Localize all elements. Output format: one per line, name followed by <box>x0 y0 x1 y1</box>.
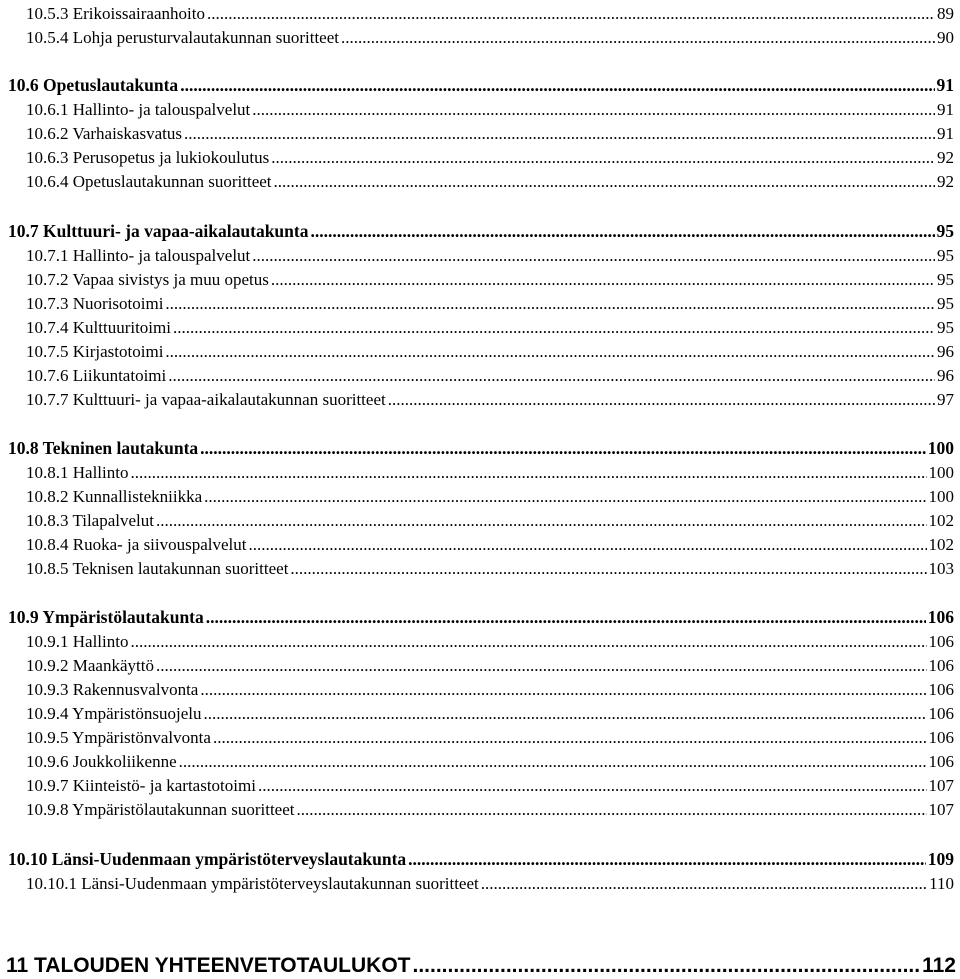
toc-dot-leader <box>130 632 926 652</box>
toc-entry[interactable] <box>0 748 960 772</box>
toc-page-number: 95 <box>936 221 954 241</box>
toc-entry[interactable] <box>0 338 960 362</box>
toc-entry-title: 10.6.1 Hallinto- ja talouspalvelut <box>26 100 251 119</box>
toc-page-number: 103 <box>928 559 954 578</box>
toc-section-heading[interactable] <box>0 604 960 628</box>
toc-page-number: 100 <box>927 438 954 458</box>
toc-page-number: 107 <box>928 800 954 819</box>
toc-entry-title: 10.7 Kulttuuri- ja vapaa-aikalautakunta <box>8 221 309 241</box>
toc-entry-title: 10.7.6 Liikuntatoimi <box>26 366 167 385</box>
toc-entry-title: 10.10 Länsi-Uudenmaan ympäristöterveyslautakunta <box>8 849 407 869</box>
toc-page-number: 95 <box>937 246 954 265</box>
toc-entry-title: 10.7.2 Vapaa sivistys ja muu opetus <box>26 270 269 289</box>
toc-page-number: 106 <box>928 632 954 651</box>
toc-page-number: 102 <box>928 511 954 530</box>
toc-entry[interactable] <box>0 242 960 266</box>
toc-page-number: 96 <box>937 342 954 361</box>
toc-entry[interactable] <box>0 483 960 507</box>
toc-page-number: 107 <box>928 776 954 795</box>
toc-entry-title: 10.5.3 Erikoissairaanhoito <box>26 4 205 23</box>
toc-entry-title: 10.7.1 Hallinto- ja talouspalvelut <box>26 246 251 265</box>
toc-entry[interactable] <box>0 144 960 168</box>
toc-dot-leader <box>481 874 927 894</box>
toc-chapter-heading[interactable] <box>0 950 960 978</box>
toc-entry-title: 10.7.4 Kulttuuritoimi <box>26 318 171 337</box>
toc-entry-title: 10.7.5 Kirjastotoimi <box>26 342 164 361</box>
toc-entry[interactable] <box>0 362 960 386</box>
toc-dot-leader <box>413 954 921 978</box>
toc-entry-title: 10.6 Opetuslautakunta <box>8 75 179 95</box>
toc-entry[interactable] <box>0 676 960 700</box>
toc-dot-leader <box>252 100 935 120</box>
toc-dot-leader <box>165 342 935 362</box>
toc-dot-leader <box>130 463 926 483</box>
toc-entry-title: 10.9.8 Ympäristölautakunnan suoritteet <box>26 800 295 819</box>
toc-page-number: 106 <box>928 680 954 699</box>
toc-dot-leader <box>184 124 935 144</box>
toc-dot-leader <box>206 607 926 628</box>
toc-entry-title: 10.9.4 Ympäristönsuojelu <box>26 704 202 723</box>
toc-entry-title: 10.5.4 Lohja perusturvalautakunnan suoritteet <box>26 28 339 47</box>
toc-page-number: 110 <box>929 874 954 893</box>
toc-entry-title: 10.9.3 Rakennusvalvonta <box>26 680 199 699</box>
toc-entry-title: 10.9.5 Ympäristönvalvonta <box>26 728 211 747</box>
toc-dot-leader <box>296 800 926 820</box>
toc-entry[interactable] <box>0 796 960 820</box>
toc-dot-leader <box>310 221 934 242</box>
toc-entry[interactable] <box>0 459 960 483</box>
toc-entry[interactable] <box>0 870 960 894</box>
toc-entry[interactable] <box>0 772 960 796</box>
toc-dot-leader <box>252 246 935 266</box>
toc-page-number: 96 <box>937 366 954 385</box>
toc-entry[interactable] <box>0 290 960 314</box>
toc-dot-leader <box>271 270 935 290</box>
toc-entry[interactable] <box>0 314 960 338</box>
toc-dot-leader <box>165 294 935 314</box>
toc-page-number: 91 <box>936 75 954 95</box>
toc-entry-title: 10.7.7 Kulttuuri- ja vapaa-aikalautakunnan suoritteet <box>26 390 386 409</box>
toc-dot-leader <box>179 752 927 772</box>
toc-entry-title: 10.9.1 Hallinto <box>26 632 129 651</box>
toc-page-number: 106 <box>928 752 954 771</box>
toc-entry-title: 10.9.7 Kiinteistö- ja kartastotoimi <box>26 776 256 795</box>
toc-entry-title: 10.9.2 Maankäyttö <box>26 656 154 675</box>
toc-entry[interactable] <box>0 0 960 24</box>
toc-page-number: 95 <box>937 270 954 289</box>
toc-entry[interactable] <box>0 24 960 48</box>
toc-entry[interactable] <box>0 652 960 676</box>
toc-entry-title: 10.8 Tekninen lautakunta <box>8 438 199 458</box>
toc-entry[interactable] <box>0 266 960 290</box>
toc-page-number: 112 <box>922 954 956 977</box>
toc-dot-leader <box>290 559 926 579</box>
toc-dot-leader <box>408 849 926 870</box>
toc-section-heading[interactable] <box>0 435 960 459</box>
toc-dot-leader <box>173 318 935 338</box>
toc-dot-leader <box>249 535 927 555</box>
toc-page-number: 100 <box>928 463 954 482</box>
toc-entry-title: 10.10.1 Länsi-Uudenmaan ympäristöterveyslautakunnan suoritteet <box>26 874 479 893</box>
toc-page-number: 91 <box>937 124 954 143</box>
toc-entry-title: 11 TALOUDEN YHTEENVETOTAULUKOT <box>6 954 411 977</box>
toc-page-number: 89 <box>937 4 954 23</box>
toc-entry[interactable] <box>0 700 960 724</box>
toc-page-number: 95 <box>937 294 954 313</box>
toc-page-number: 109 <box>927 849 954 869</box>
toc-dot-leader <box>388 390 935 410</box>
toc-entry-title: 10.8.3 Tilapalvelut <box>26 511 154 530</box>
toc-page-number: 106 <box>928 656 954 675</box>
toc-entry[interactable] <box>0 386 960 410</box>
toc-page-number: 97 <box>937 390 954 409</box>
toc-section-heading[interactable] <box>0 72 960 96</box>
toc-dot-leader <box>258 776 927 796</box>
toc-entry[interactable] <box>0 531 960 555</box>
toc-dot-leader <box>213 728 927 748</box>
toc-dot-leader <box>204 487 926 507</box>
toc-entry[interactable] <box>0 168 960 192</box>
toc-dot-leader <box>156 656 927 676</box>
toc-entry[interactable] <box>0 507 960 531</box>
toc-section-heading[interactable] <box>0 218 960 242</box>
toc-page-number: 92 <box>937 172 954 191</box>
toc-entry-title: 10.6.2 Varhaiskasvatus <box>26 124 182 143</box>
toc-page-number: 95 <box>937 318 954 337</box>
toc-dot-leader <box>200 438 926 459</box>
toc-page-number: 102 <box>928 535 954 554</box>
toc-entry[interactable] <box>0 555 960 579</box>
toc-page-number: 106 <box>928 704 954 723</box>
toc-entry-title: 10.8.5 Teknisen lautakunnan suoritteet <box>26 559 289 578</box>
toc-page-number: 90 <box>937 28 954 47</box>
toc-entry-title: 10.8.1 Hallinto <box>26 463 129 482</box>
toc-dot-leader <box>180 75 934 96</box>
toc-page-number: 91 <box>937 100 954 119</box>
toc-dot-leader <box>271 148 935 168</box>
toc-entry[interactable] <box>0 724 960 748</box>
toc-dot-leader <box>274 172 935 192</box>
toc-page-number: 106 <box>928 728 954 747</box>
toc-entry-title: 10.9 Ympäristölautakunta <box>8 607 204 627</box>
toc-entry-title: 10.6.4 Opetuslautakunnan suoritteet <box>26 172 272 191</box>
toc-entry[interactable] <box>0 120 960 144</box>
toc-dot-leader <box>200 680 926 700</box>
toc-dot-leader <box>204 704 927 724</box>
toc-page-number: 100 <box>928 487 954 506</box>
toc-entry[interactable] <box>0 96 960 120</box>
toc-section-heading[interactable] <box>0 846 960 870</box>
toc-page-number: 92 <box>937 148 954 167</box>
toc-entry[interactable] <box>0 628 960 652</box>
toc-entry-title: 10.9.6 Joukkoliikenne <box>26 752 177 771</box>
toc-page-number: 106 <box>927 607 954 627</box>
toc-entry-title: 10.6.3 Perusopetus ja lukiokoulutus <box>26 148 270 167</box>
toc-entry-title: 10.7.3 Nuorisotoimi <box>26 294 164 313</box>
toc-dot-leader <box>207 4 935 24</box>
toc-dot-leader <box>168 366 935 386</box>
toc-entry-title: 10.8.4 Ruoka- ja siivouspalvelut <box>26 535 247 554</box>
toc-entry-title: 10.8.2 Kunnallistekniikka <box>26 487 203 506</box>
toc-dot-leader <box>156 511 927 531</box>
toc-dot-leader <box>341 28 935 48</box>
